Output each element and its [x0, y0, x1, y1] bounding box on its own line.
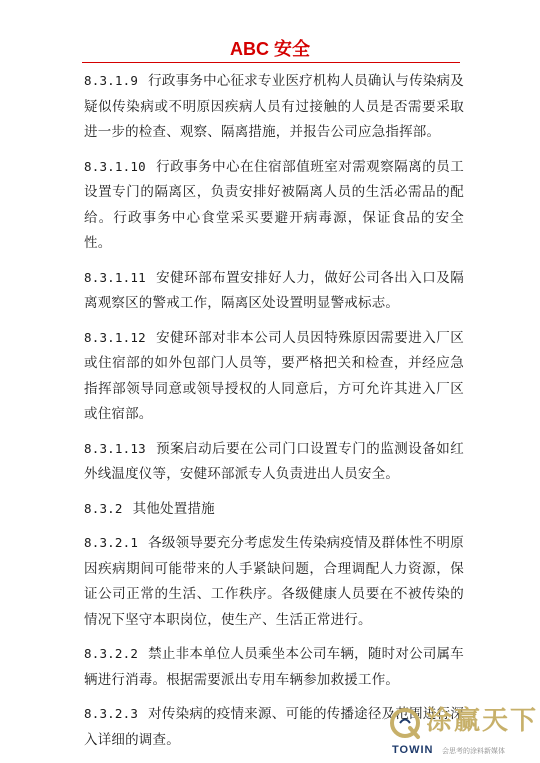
- paragraph-8-3-2-1: [84, 530, 464, 633]
- section-heading-text: 其他处置措施: [132, 500, 215, 517]
- paragraph-text: 行政事务中心在住宿部值班室对需观察隔离的员工设置专门的隔离区，负责安排好被隔离人员的生活必需品的配给。行政事务中心食堂采买要避开病毒源，保证食品的安全性。: [84, 158, 464, 251]
- section-number: 8.3.1.9: [84, 73, 139, 88]
- paragraph-8-3-1-10: [84, 154, 464, 257]
- header-divider: [82, 62, 460, 63]
- page-header-title: ABC 安全: [230, 39, 310, 59]
- watermark-brand-en: TOWIN: [392, 744, 434, 756]
- section-number: 8.3.2.3: [84, 706, 139, 721]
- watermark-tagline: 会思考的涂料新媒体: [442, 747, 505, 755]
- paragraph-text: 安健环部布置安排好人力，做好公司各出入口及隔离观察区的警戒工作，隔离区处设置明显警戒标志。: [84, 269, 464, 311]
- section-number: 8.3.2: [84, 500, 123, 516]
- section-number: 8.3.1.11: [84, 269, 146, 285]
- paragraph-text: 对传染病的疫情来源、可能的传播途径及范围进行深入详细的调查。: [84, 706, 464, 748]
- paragraph-text: 安健环部对非本公司人员因特殊原因需要进入厂区或住宿部的如外包部门人员等，要严格把关和检查，并经应急指挥部领导同意或领导授权的人同意后，方可允许其进入厂区或住宿部。: [84, 329, 464, 422]
- paragraph-text: 行政事务中心征求专业医疗机构人员确认与传染病及疑似传染病或不明原因疾病人员有过接触的人员是否需要采取进一步的检查、观察、隔离措施，并报告公司应急指挥部。: [84, 73, 464, 140]
- section-number: 8.3.1.13: [84, 440, 146, 456]
- paragraph-8-3-1-13: [84, 436, 464, 488]
- towin-logo-icon: [388, 706, 422, 740]
- paragraph-text: 各级领导要充分考虑发生传染病疫情及群体性不明原因疾病期间可能带来的人手紧缺问题，合理调配人力资源，保证公司正常的生活、工作秩序。各级健康人员要在不被传染的情况下坚守本职岗位，使生产、生活正常进行。: [84, 535, 464, 628]
- document-body: [84, 68, 464, 761]
- section-heading-8-3-2: [84, 496, 464, 523]
- section-number: 8.3.1.12: [84, 329, 146, 345]
- section-number: 8.3.2.1: [84, 535, 139, 550]
- section-number: 8.3.1.10: [84, 158, 146, 174]
- paragraph-text: 禁止非本单位人员乘坐本公司车辆，随时对公司属车辆进行消毒。根据需要派出专用车辆参加救援工作。: [84, 646, 464, 688]
- watermark-brand-cn: 涂赢天下: [426, 706, 539, 736]
- paragraph-8-3-1-9: [84, 68, 464, 146]
- paragraph-8-3-1-11: [84, 265, 464, 317]
- paragraph-8-3-2-2: [84, 641, 464, 693]
- watermark: [388, 702, 538, 762]
- paragraph-8-3-1-12: [84, 325, 464, 428]
- section-number: 8.3.2.2: [84, 646, 139, 661]
- paragraph-text: 预案启动后要在公司门口设置专门的监测设备如红外线温度仪等，安健环部派专人负责进出人员安全。: [84, 440, 464, 482]
